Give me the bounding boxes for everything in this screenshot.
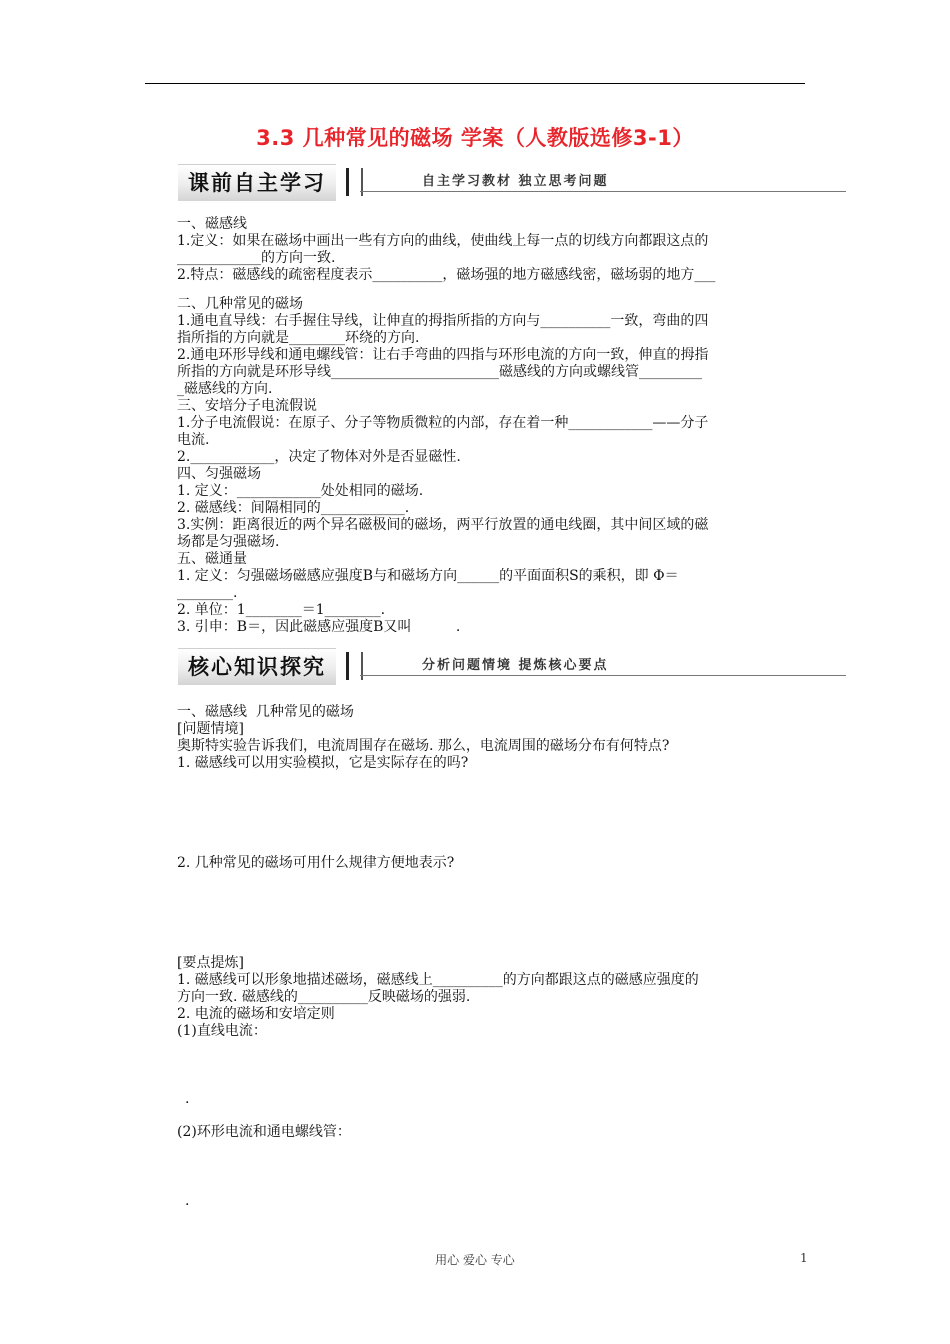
text-line: ____________的方向一致. xyxy=(177,250,336,266)
text-line: 所指的方向就是环形导线________________________磁感线的方向或螺线管_________ xyxy=(177,364,702,380)
header-rule xyxy=(145,83,805,84)
section-pre-class-content xyxy=(177,216,812,636)
text-line: [问题情境] xyxy=(177,721,244,737)
text-line: 1.通电直导线：右手握住导线，让伸直的拇指所指的方向与__________一致，弯曲的四 xyxy=(177,313,709,329)
text-line: 1. 定义：____________处处相同的磁场. xyxy=(177,483,424,499)
text-line: 一、磁感线 xyxy=(177,216,247,232)
text-line: 五、磁通量 xyxy=(177,551,247,567)
question-2: 2. 几种常见的磁场可用什么规律方便地表示? xyxy=(177,855,455,871)
text-line: 2.通电环形导线和通电螺线管：让右手弯曲的四指与环形电流的方向一致，伸直的拇指 xyxy=(177,347,709,363)
text-line: 2. 电流的磁场和安培定则 xyxy=(177,1006,335,1022)
text-line: 电流. xyxy=(177,432,210,448)
section-core-content xyxy=(177,704,812,772)
text-line: 1. 磁感线可以形象地描述磁场，磁感线上__________的方向都跟这点的磁感应强度的 xyxy=(177,972,699,988)
text-line: 三、安培分子电流假说 xyxy=(177,398,317,414)
text-line: 一、磁感线 几种常见的磁场 xyxy=(177,704,354,720)
text-line: 2. 单位：1________＝1________. xyxy=(177,602,386,618)
page-footer: 用心 爱心 专心 xyxy=(435,1253,515,1267)
text-line: 3.实例：距离很近的两个异名磁极间的磁场，两平行放置的通电线圈，其中间区域的磁 xyxy=(177,517,709,533)
text-line: 2.____________，决定了物体对外是否显磁性. xyxy=(177,449,461,465)
text-line: [要点提炼] xyxy=(177,955,244,971)
text-line: ________. xyxy=(177,585,238,601)
text-line: (1)直线电流： xyxy=(177,1023,267,1039)
banner-label: 核心知识探究 xyxy=(178,648,336,685)
page-title: 3.3 几种常见的磁场 学案（人教版选修3-1） xyxy=(256,126,694,150)
text-line: 四、匀强磁场 xyxy=(177,466,261,482)
banner-label: 课前自主学习 xyxy=(178,164,336,201)
text-line: 1. 定义：匀强磁场磁感应强度B与和磁场方向______的平面面积S的乘积，即 Φ＝ xyxy=(177,568,679,584)
text-line: 二、几种常见的磁场 xyxy=(177,296,303,312)
answer-dot: . xyxy=(185,1091,190,1107)
text-line xyxy=(177,284,812,296)
banner-underline xyxy=(360,675,846,676)
text-line: 2. 磁感线：间隔相同的____________. xyxy=(177,500,410,516)
page-number: 1 xyxy=(800,1251,808,1265)
answer-dot: . xyxy=(185,1193,190,1209)
text-line: _磁感线的方向. xyxy=(177,381,273,397)
text-line: 3. 引申：B＝，因此磁感应强度B又叫 . xyxy=(177,619,461,635)
section-banner-core-knowledge xyxy=(178,648,846,684)
text-line: 场都是匀强磁场. xyxy=(177,534,280,550)
text-line: 1. 磁感线可以用实验模拟，它是实际存在的吗? xyxy=(177,755,469,771)
banner-subtitle: 自主学习教材 独立思考问题 xyxy=(422,174,609,189)
text-line: 方向一致. 磁感线的__________反映磁场的强弱. xyxy=(177,989,471,1005)
item-ring-current: (2)环形电流和通电螺线管： xyxy=(177,1124,351,1140)
text-line: 奥斯特实验告诉我们，电流周围存在磁场. 那么，电流周围的磁场分布有何特点? xyxy=(177,738,670,754)
text-line: 指所指的方向就是________环绕的方向. xyxy=(177,330,420,346)
text-line: 1.定义：如果在磁场中画出一些有方向的曲线，使曲线上每一点的切线方向都跟这点的 xyxy=(177,233,709,249)
section-banner-pre-class xyxy=(178,164,846,200)
key-points xyxy=(177,955,812,1040)
text-line: 2.特点：磁感线的疏密程度表示__________，磁场强的地方磁感线密，磁场弱的地方___ xyxy=(177,267,716,283)
text-line: 1.分子电流假说：在原子、分子等物质微粒的内部，存在着一种____________——分子 xyxy=(177,415,709,431)
banner-underline xyxy=(360,191,846,192)
banner-subtitle: 分析问题情境 提炼核心要点 xyxy=(422,658,609,673)
